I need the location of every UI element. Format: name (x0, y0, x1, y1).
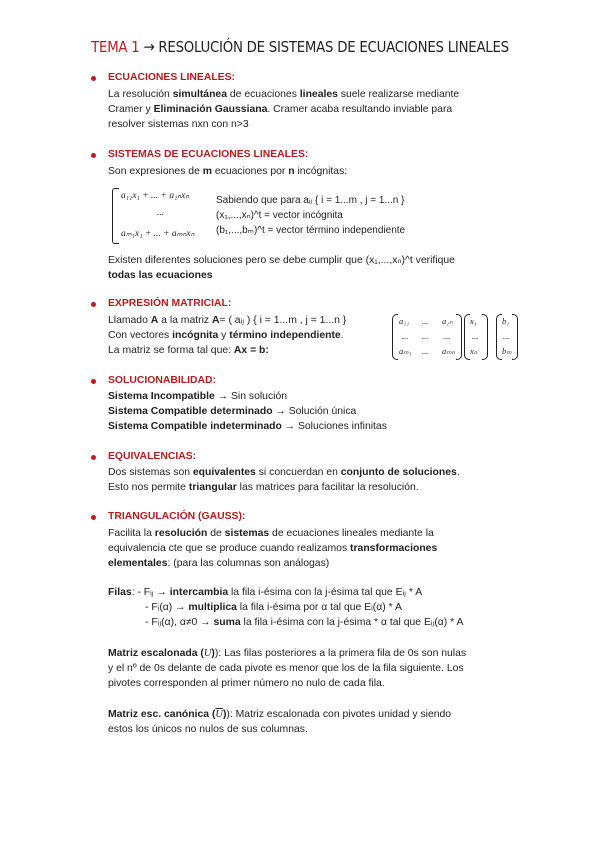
text-line: Sistema Compatible indeterminado → Soluciones infinitas (108, 421, 387, 432)
vector-cell: ... (472, 331, 479, 341)
bullet-icon (91, 76, 96, 81)
equation-row: a₁₁x₁ + ... + a₁ₙxₙ (121, 191, 190, 201)
vector-cell: ... (503, 331, 510, 341)
note-line: Sabiendo que para aᵢⱼ { i = 1...m , j = 1...n } (216, 195, 405, 206)
matrix-cell: aₘ₁ (399, 346, 412, 356)
escalonada-line: y el nº de 0s delante de cada pivote es menor que los de la fila siguiente. Los (108, 663, 464, 674)
text-line: resolver sistemas nxn con n>3 (108, 119, 249, 130)
text-line: Esto nos permite triangular las matrices para facilitar la resolución. (108, 482, 419, 493)
escalonada-line: Matriz escalonada (U)): Las filas posteriores a la primera fila de 0s son nulas (108, 648, 467, 659)
text-line: todas las ecuaciones (108, 270, 213, 281)
section-heading-solucionabilidad: SOLUCIONABILIDAD: (108, 375, 216, 386)
matrix-cell: a₁₁ (399, 316, 410, 326)
canonica-line: estos los únicos no nulos de sus columnas. (108, 724, 308, 735)
note-line: (x₁,...,xₙ)^t = vector incógnita (216, 210, 343, 221)
arrow-icon: → (143, 38, 155, 56)
text-line: Facilita la resolución de sistemas de ecuaciones lineales mediante la (108, 528, 434, 539)
text-line: Existen diferentes soluciones pero se debe cumplir que (x₁,...,xₙ)^t verifique (108, 255, 455, 266)
bullet-icon (91, 153, 96, 158)
section-heading-triangulacion: TRIANGULACIÓN (GAUSS): (108, 511, 246, 522)
page-title (42, 38, 558, 56)
matrix-cell: ... (444, 331, 451, 341)
text-line: Cramer y Eliminación Gaussiana. Cramer acaba resultando inviable para (108, 104, 453, 115)
matrix-cell: ... (402, 331, 409, 341)
vector-cell: xₙ (470, 346, 478, 356)
matrix-cell: ... (422, 346, 429, 356)
matrix-cell: ... (422, 331, 429, 341)
section-heading-matricial: EXPRESIÓN MATRICIAL: (108, 298, 232, 309)
note-line: (b₁,...,bₘ)^t = vector término independiente (216, 225, 406, 236)
text-line: equivalencia cte que se produce cuando realizamos transformaciones (108, 543, 438, 554)
bullet-icon (91, 302, 96, 307)
filas-line: - Fᵢⱼ(α), α≠0 → suma la fila i-ésima con la j-ésima * α tal que Eᵢⱼ(α) * A (145, 617, 464, 628)
bullet-icon (91, 379, 96, 384)
text-line: La resolución simultánea de ecuaciones lineales suele realizarse mediante (108, 89, 460, 100)
matrix-a (392, 314, 462, 360)
text-line: Dos sistemas son equivalentes si concuerdan en conjunto de soluciones. (108, 467, 460, 478)
text-line: Llamado A a la matriz A= ( aᵢⱼ ) { i = 1...m , j = 1...n } (108, 315, 347, 326)
canonica-line: Matriz esc. canónica $(\overline{U})$): Matriz escalonada con pivotes unidad y siendo (108, 709, 452, 720)
bullet-icon (91, 515, 96, 520)
bullet-icon (91, 455, 96, 460)
brace-icon (112, 188, 119, 244)
section-heading-sistemas: SISTEMAS DE ECUACIONES LINEALES: (108, 149, 309, 160)
title-prefix: TEMA 1 (91, 38, 140, 56)
equation-system (112, 188, 210, 244)
section-heading-equivalencias: EQUIVALENCIAS: (108, 451, 197, 462)
filas-line: Filas: - Fᵢⱼ → intercambia la fila i-ésima con la j-ésima tal que Eᵢⱼ * A (108, 587, 423, 598)
matrix-cell: aₘₙ (442, 346, 455, 356)
vector-cell: b₁ (502, 316, 510, 326)
filas-line: - Fᵢ(α) → multiplica la fila i-ésima por α tal que Eᵢ(α) * A (145, 602, 402, 613)
text-line: Con vectores incógnita y término independiente. (108, 330, 344, 341)
equation-row: aₘ₁x₁ + ... + aₘₙxₙ (121, 229, 195, 239)
vector-cell: x₁ (470, 316, 477, 326)
vector-b (496, 314, 518, 360)
title-main: RESOLUCIÓN DE SISTEMAS DE ECUACIONES LINEALES (158, 38, 509, 56)
text-line: Sistema Compatible determinado → Solución única (108, 406, 357, 417)
vector-x (464, 314, 488, 360)
section-heading-ecuaciones: ECUACIONES LINEALES: (108, 72, 236, 83)
text-line: La matriz se forma tal que: Ax = b: (108, 345, 269, 356)
equation-row: ... (157, 208, 165, 218)
matrix-cell: ... (422, 316, 429, 326)
text-line: elementales: (para las columnas son análogas) (108, 558, 330, 569)
text-line: Son expresiones de m ecuaciones por n incógnitas: (108, 166, 348, 177)
vector-cell: bₘ (502, 346, 512, 356)
text-line: Sistema Incompatible → Sin solución (108, 391, 288, 402)
escalonada-line: pivotes corresponden al primer número no nulo de cada fila. (108, 678, 385, 689)
matrix-cell: a₁ₙ (442, 316, 453, 326)
